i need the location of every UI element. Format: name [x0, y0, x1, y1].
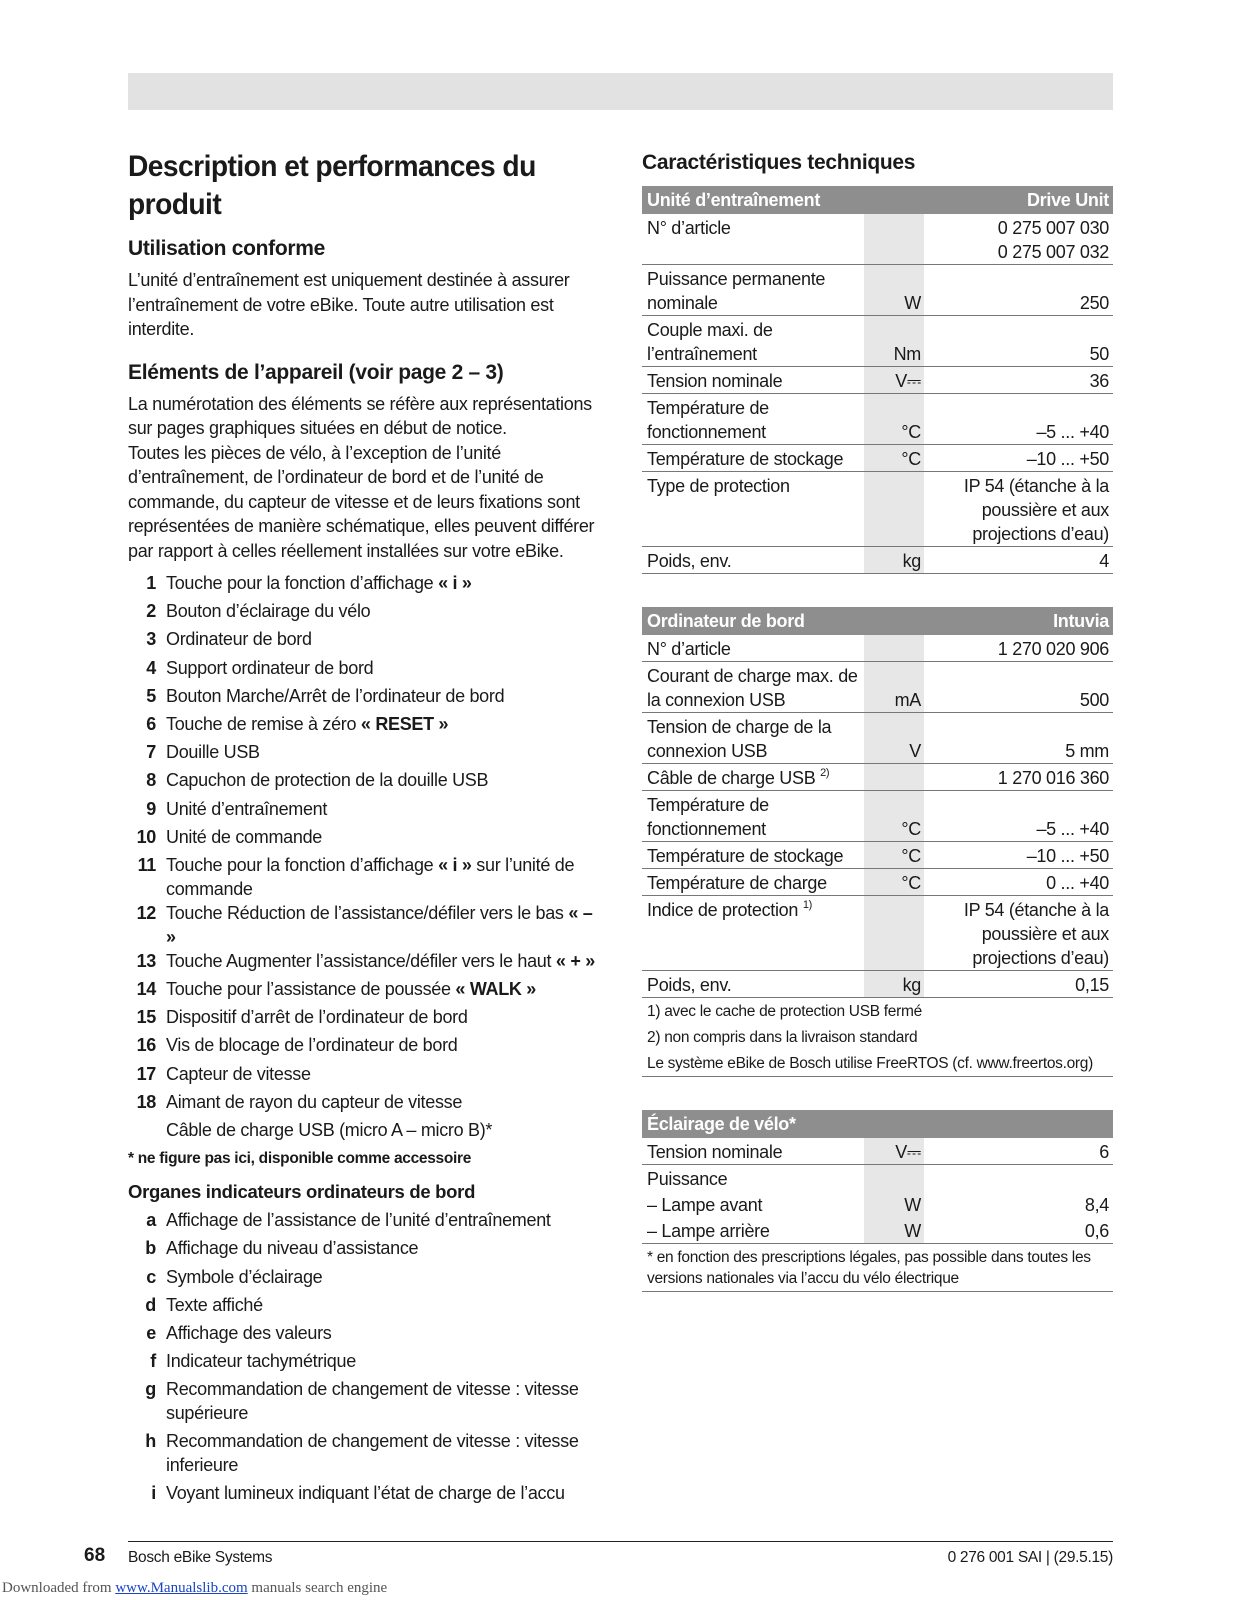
item-number: 14: [136, 979, 156, 1000]
drive-unit-table: [642, 186, 1113, 574]
item-key: « i »: [438, 573, 472, 593]
item-letter: h: [145, 1431, 156, 1452]
spec-label: N° d’article: [642, 214, 864, 265]
list-item: [128, 901, 604, 949]
table-row: [642, 713, 1113, 764]
spec-unit: W: [864, 1191, 924, 1217]
header-label: Unité d’entraînement: [642, 186, 864, 214]
list-item: [128, 949, 604, 977]
item-text: Touche pour la fonction d’affichage « i » sur l’unité de commande: [166, 854, 575, 899]
manualslib-link[interactable]: www.Manualslib.com: [115, 1580, 248, 1596]
left-column: [128, 148, 604, 1510]
spec-value: 0 275 007 030 0 275 007 032: [924, 214, 1113, 265]
item-text: Support ordinateur de bord: [166, 657, 374, 678]
item-text: Capuchon de protection de la douille USB: [166, 770, 489, 791]
note-text: 2) non compris dans la livraison standard: [647, 1029, 918, 1046]
list-item: [128, 768, 604, 796]
spec-unit: [864, 472, 924, 547]
spec-label: Température de stockage: [642, 842, 864, 869]
item-key: « + »: [555, 950, 595, 971]
table-row: [642, 1191, 1113, 1217]
spec-value: 250: [924, 265, 1113, 316]
spec-value: –5 ... +40: [924, 791, 1113, 842]
item-text: Recommandation de changement de vitesse : vitesse supérieure: [166, 1379, 579, 1424]
list-item: [128, 1236, 604, 1264]
spec-value: IP 54 (étanche à la poussière et aux projections d’eau): [924, 896, 1113, 971]
spec-label: – Lampe arrière: [642, 1217, 864, 1244]
spec-value: [924, 1165, 1113, 1192]
spec-unit: °C: [864, 842, 924, 869]
list-item: [128, 1481, 604, 1509]
spec-label: Puissance: [647, 1169, 728, 1189]
spec-value: –5 ... +40: [924, 394, 1113, 445]
item-text: Aimant de rayon du capteur de vitesse: [166, 1091, 463, 1112]
spec-value: IP 54 (étanche à la poussière et aux projections d’eau): [924, 472, 1113, 547]
item-text: Touche de remise à zéro « RESET »: [166, 713, 449, 734]
list-item: [128, 1349, 604, 1377]
spec-unit: °C: [864, 394, 924, 445]
item-number: 9: [146, 798, 156, 819]
item-text: Voyant lumineux indiquant l’état de charge de l’accu: [166, 1483, 565, 1504]
list-item: [128, 1118, 604, 1146]
item-text: Indicateur tachymétrique: [166, 1351, 356, 1372]
indicators-heading: Organes indicateurs ordinateurs de bord: [128, 1181, 476, 1203]
item-letter: b: [145, 1238, 156, 1259]
item-number: 10: [136, 826, 156, 847]
item-text: Unité de commande: [166, 826, 322, 847]
table-row: [642, 394, 1113, 445]
spec-unit: mA: [864, 662, 924, 713]
item-number: 12: [136, 902, 156, 923]
spec-label: Câble de charge USB $^{2)}$: [642, 764, 864, 791]
list-item: [128, 1293, 604, 1321]
item-text: Recommandation de changement de vitesse : vitesse inferieure: [166, 1431, 579, 1476]
table-note: [642, 1244, 1113, 1292]
item-number: 15: [136, 1007, 156, 1028]
footnote-ref: 1): [802, 899, 812, 911]
spec-unit: kg: [864, 547, 924, 574]
list-item: [128, 656, 604, 684]
item-key: « RESET »: [360, 713, 449, 734]
spec-label: Tension de charge de la connexion USB: [642, 713, 864, 764]
item-number: 3: [146, 629, 156, 650]
list-item: [128, 1377, 604, 1429]
list-item: [128, 1005, 604, 1033]
item-text: Affichage des valeurs: [166, 1322, 332, 1343]
onboard-computer-table: [642, 607, 1113, 1077]
spec-label: Poids, env.: [642, 971, 864, 998]
spec-unit: W: [864, 265, 924, 316]
spec-value: 0,15: [924, 971, 1113, 998]
table-row: [642, 1165, 1113, 1192]
item-number: [128, 1118, 156, 1146]
spec-unit: V: [864, 713, 924, 764]
table-row: [642, 1138, 1113, 1165]
spec-label: N° d’article: [642, 635, 864, 662]
spec-value: 6: [924, 1138, 1113, 1165]
table-row: [642, 214, 1113, 265]
spec-value: 1 270 020 906: [924, 635, 1113, 662]
spec-label: Indice de protection $^{1)}$: [642, 896, 864, 971]
elements-text-2: Toutes les pièces de vélo, à l’exception de l’unité d’entraînement, de l’ordinateur de bord et de l’unité de commande, du capteur de vitesse et de leurs fixations sont représentées de manière schématique, elles peuvent différer par rapport à celles réellement installées sur votre eBike.: [128, 442, 595, 561]
item-number: 6: [146, 713, 156, 734]
spec-label: Température de fonctionnement: [642, 791, 864, 842]
list-item: [128, 627, 604, 655]
spec-unit: [864, 764, 924, 791]
item-text: Touche Augmenter l’assistance/défiler vers le haut « + »: [166, 950, 595, 971]
spec-label: Poids, env.: [642, 547, 864, 574]
item-number: 17: [136, 1063, 156, 1084]
list-item: [128, 797, 604, 825]
list-item: [128, 1090, 604, 1118]
spec-value: 36: [924, 367, 1113, 394]
table-row: [642, 662, 1113, 713]
note-text: Le système eBike de Bosch utilise FreeRTOS (cf. www.freertos.org): [642, 1050, 1113, 1077]
item-letter: d: [145, 1294, 156, 1315]
item-text: Bouton Marche/Arrêt de l’ordinateur de bord: [166, 685, 505, 706]
spec-label: Température de fonctionnement: [642, 394, 864, 445]
item-number: 7: [146, 742, 156, 763]
use-heading: Utilisation conforme: [128, 237, 326, 260]
table-row: [642, 764, 1113, 791]
list-item: [128, 1429, 604, 1481]
list-item: [128, 853, 604, 901]
item-letter: e: [146, 1322, 156, 1343]
specs-title: Caractéristiques techniques: [642, 151, 916, 174]
footnote-ref: 2): [820, 767, 830, 779]
list-item: [128, 712, 604, 740]
item-text: Touche Réduction de l’assistance/défiler vers le bas « – »: [166, 902, 593, 947]
spec-unit: V⎓: [864, 1138, 924, 1165]
spec-label: – Lampe avant: [647, 1195, 763, 1215]
item-letter: f: [150, 1351, 156, 1372]
item-text: Dispositif d’arrêt de l’ordinateur de bord: [166, 1007, 468, 1028]
header-label: Éclairage de vélo*: [642, 1110, 1113, 1138]
note-text: * en fonction des prescriptions légales, pas possible dans toutes les versions nationales via l’accu du vélo électrique: [642, 1244, 1113, 1292]
table-row: [642, 445, 1113, 472]
table-row: [642, 1217, 1113, 1244]
item-number: 4: [146, 657, 156, 678]
elements-heading: Eléments de l’appareil (voir page 2 – 3): [128, 360, 504, 384]
list-item: [128, 825, 604, 853]
footer-brand: Bosch eBike Systems: [128, 1549, 273, 1566]
item-letter: i: [151, 1483, 156, 1504]
item-number: 13: [136, 950, 156, 971]
elements-text-1: La numérotation des éléments se réfère aux représentations sur pages graphiques situées en début de notice.: [128, 393, 592, 438]
header-value: Drive Unit: [924, 186, 1113, 214]
spec-unit: [864, 896, 924, 971]
spec-unit: W: [864, 1217, 924, 1244]
list-item: [128, 1321, 604, 1349]
item-number: 5: [146, 685, 156, 706]
spec-label: Couple maxi. de l’entraînement: [642, 316, 864, 367]
spec-label: Température de stockage: [642, 445, 864, 472]
spec-unit: [864, 635, 924, 662]
table-note: [642, 1050, 1113, 1077]
table-row: [642, 635, 1113, 662]
item-text: Touche pour l’assistance de poussée « WALK »: [166, 979, 537, 1000]
spec-value: 1 270 016 360: [924, 764, 1113, 791]
accessory-note: * ne figure pas ici, disponible comme accessoire: [128, 1150, 472, 1168]
table-row: [642, 791, 1113, 842]
spec-value: 5 mm: [924, 713, 1113, 764]
spec-unit: V⎓: [864, 367, 924, 394]
header-label: Ordinateur de bord: [642, 607, 864, 635]
list-item: [128, 1208, 604, 1236]
right-column: [642, 150, 1113, 1292]
list-item: [128, 599, 604, 627]
table-row: [642, 367, 1113, 394]
list-item: [128, 977, 604, 1005]
spec-unit: [864, 1165, 924, 1192]
list-item: [128, 571, 604, 599]
header-bar: [128, 73, 1113, 110]
spec-value: –10 ... +50: [924, 445, 1113, 472]
table-header: [642, 186, 1113, 214]
list-item: [128, 684, 604, 712]
item-number: 11: [137, 854, 156, 875]
item-text: Douille USB: [166, 742, 260, 763]
page-number: 68: [84, 1545, 106, 1566]
table-note: [642, 1024, 1113, 1050]
use-text: L’unité d’entraînement est uniquement destinée à assurer l’entraînement de votre eBike. Toute autre utilisation est interdite.: [128, 270, 570, 339]
table-header: [642, 1110, 1113, 1138]
table-header: [642, 607, 1113, 635]
table-row: [642, 869, 1113, 896]
table-row: [642, 971, 1113, 998]
item-number: 2: [146, 601, 156, 622]
item-text: Symbole d’éclairage: [166, 1266, 323, 1287]
item-text: Bouton d’éclairage du vélo: [166, 601, 371, 622]
list-item: [128, 1033, 604, 1061]
item-letter: g: [145, 1379, 156, 1400]
item-text: Câble de charge USB (micro A – micro B)*: [166, 1120, 493, 1140]
download-note: Downloaded from www.Manualslib.com manuals search engine: [2, 1580, 388, 1596]
item-text: Unité d’entraînement: [166, 798, 328, 819]
list-item: [128, 740, 604, 768]
item-key: « WALK »: [455, 979, 537, 1000]
spec-unit: Nm: [864, 316, 924, 367]
spec-value: 0 ... +40: [924, 869, 1113, 896]
item-text: Capteur de vitesse: [166, 1063, 311, 1084]
note-text: 1) avec le cache de protection USB fermé: [647, 1003, 922, 1020]
spec-value: 0,6: [924, 1217, 1113, 1244]
table-note: [642, 998, 1113, 1025]
item-letter: a: [146, 1210, 156, 1231]
spec-label: Tension nominale: [642, 1138, 864, 1165]
table-row: [642, 896, 1113, 971]
spec-value: 500: [924, 662, 1113, 713]
indicator-list: [128, 1208, 604, 1509]
spec-label: Tension nominale: [642, 367, 864, 394]
spec-value: 8,4: [1084, 1195, 1109, 1215]
table-row: [642, 316, 1113, 367]
item-text: Touche pour la fonction d’affichage « i »: [166, 573, 472, 593]
spec-value: –10 ... +50: [924, 842, 1113, 869]
item-text: Affichage de l’assistance de l’unité d’entraînement: [166, 1210, 551, 1231]
bike-lighting-table: [642, 1110, 1113, 1292]
item-letter: c: [146, 1266, 156, 1287]
table-row: [642, 265, 1113, 316]
page-title: Description et performances du produit: [128, 150, 536, 221]
spec-unit: kg: [864, 971, 924, 998]
item-text: Ordinateur de bord: [166, 629, 312, 650]
list-item: [128, 1265, 604, 1293]
item-number: 16: [136, 1035, 156, 1056]
spec-unit: °C: [864, 791, 924, 842]
item-number: 18: [136, 1091, 156, 1112]
table-row: [642, 547, 1113, 574]
table-row: [642, 472, 1113, 547]
spec-value: 4: [924, 547, 1113, 574]
element-list: [128, 571, 604, 1146]
item-number: 8: [146, 770, 156, 791]
spec-label: Type de protection: [642, 472, 864, 547]
spec-label: Température de charge: [642, 869, 864, 896]
spec-label: Puissance permanente nominale: [642, 265, 864, 316]
spec-unit: °C: [864, 869, 924, 896]
list-item: [128, 1062, 604, 1090]
footer-rule: [128, 1541, 1113, 1542]
spec-unit: [864, 214, 924, 265]
item-key: « – »: [166, 902, 593, 947]
header-value: Intuvia: [924, 607, 1113, 635]
item-number: 1: [146, 573, 156, 593]
spec-unit: °C: [864, 445, 924, 472]
footer-doc-id: 0 276 001 SAI | (29.5.15): [947, 1549, 1113, 1566]
item-text: Texte affiché: [166, 1294, 263, 1315]
item-text: Affichage du niveau d’assistance: [166, 1238, 419, 1259]
item-text: Vis de blocage de l’ordinateur de bord: [166, 1035, 458, 1056]
table-row: [642, 842, 1113, 869]
item-key: « i »: [438, 854, 472, 875]
spec-label: Courant de charge max. de la connexion USB: [642, 662, 864, 713]
spec-value: 50: [924, 316, 1113, 367]
